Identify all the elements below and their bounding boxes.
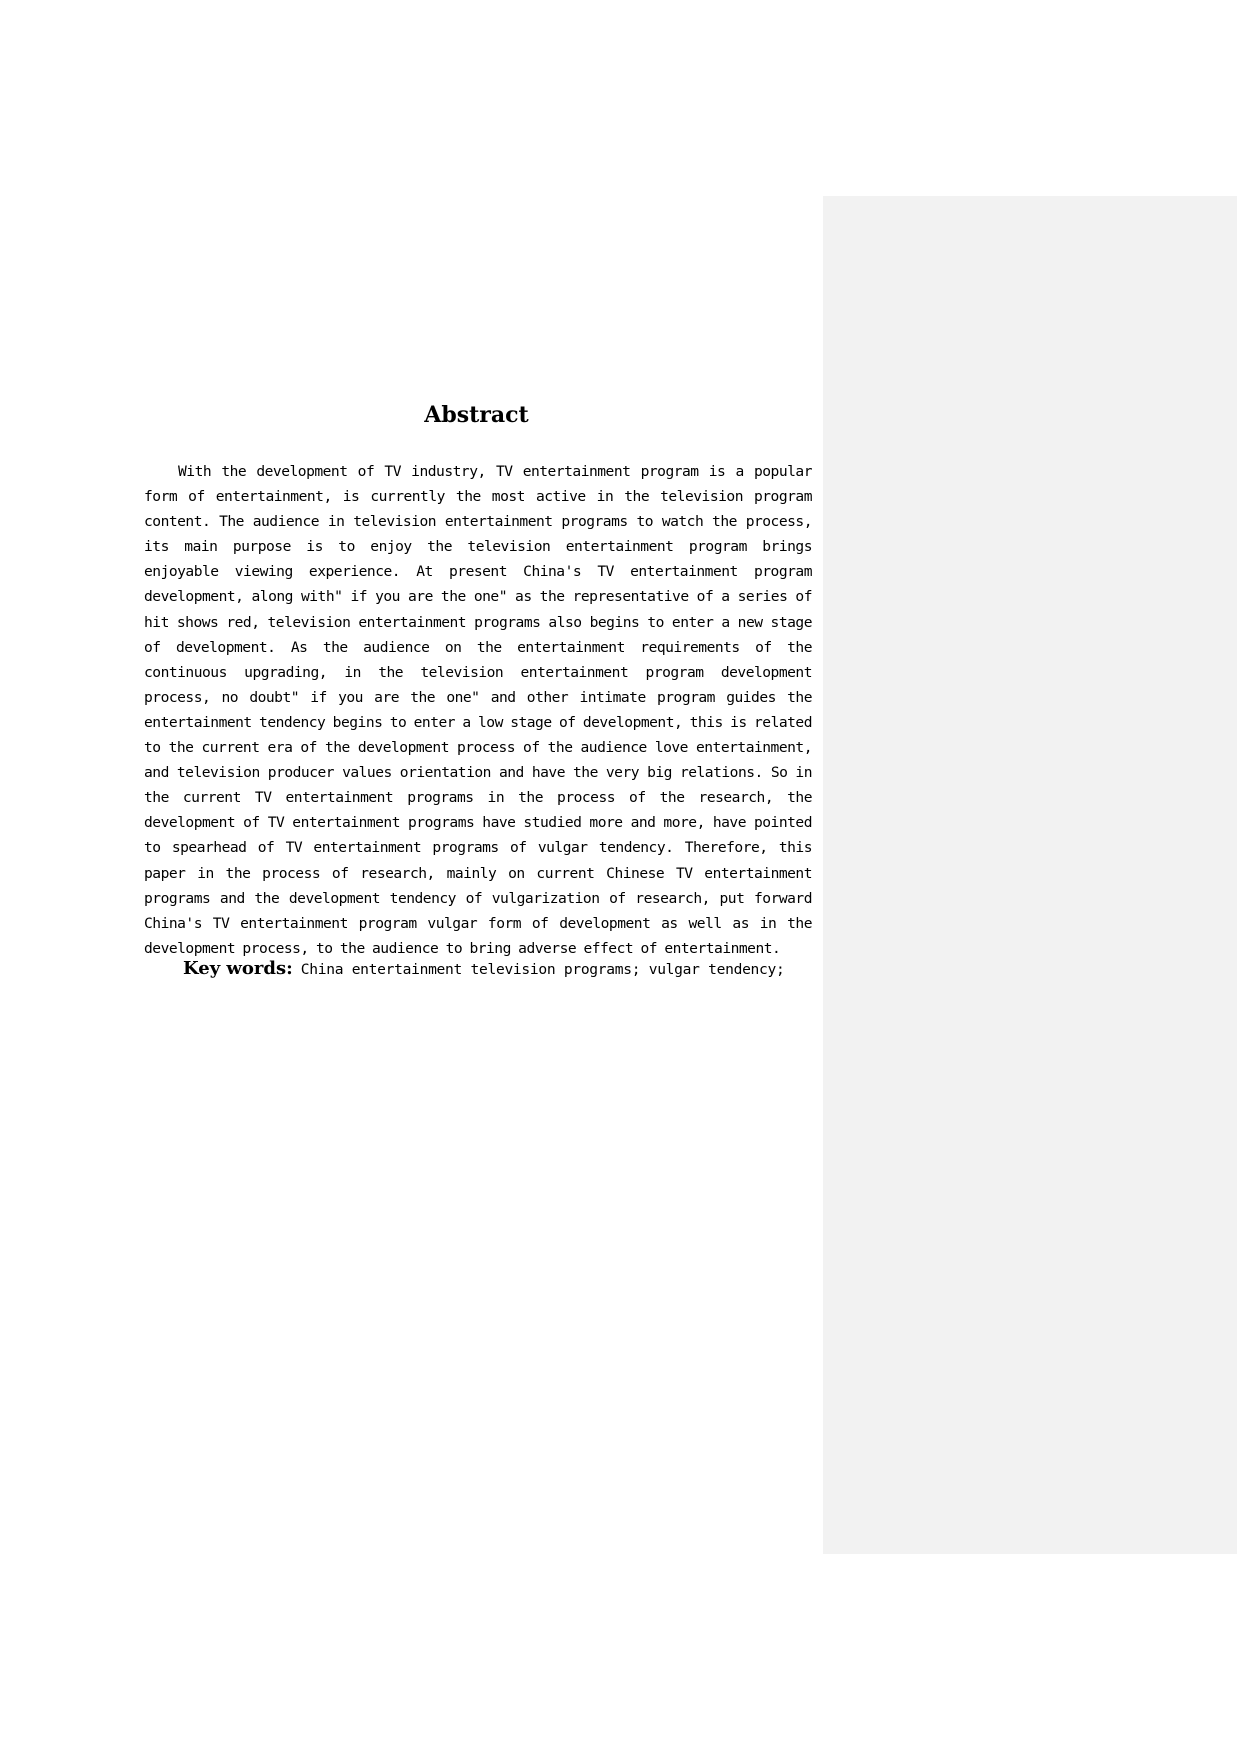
abstract-heading: Abstract	[424, 402, 529, 428]
abstract-body: With the development of TV industry, TV entertainment program is a popular form of entertainment, is currently the most active in the television program content. The audience in television entertainment programs to watch the process, its main purpose is to enjoy the television entertainment program brings enjoyable viewing experience. At present China's TV entertainment program development, along with" if you are the one" as the representative of a series of hit shows red, television entertainment programs also begins to enter a new stage of development. As the audience on the entertainment requirements of the continuous upgrading, in the television entertainment program development process, no doubt" if you are the one" and other intimate program guides the entertainment tendency begins to enter a low stage of development, this is related to the current era of the development process of the audience love entertainment, and television producer values orientation and have the very big relations. So in the current TV entertainment programs in the process of the research, the development of TV entertainment programs have studied more and more, have pointed to spearhead of TV entertainment programs of vulgar tendency. Therefore, this paper in the process of research, mainly on current Chinese TV entertainment programs and the development tendency of vulgarization of research, put forward China's TV entertainment program vulgar form of development as well as in the development process, to the audience to bring adverse effect of entertainment.	[144, 463, 812, 957]
keywords-value: China entertainment television programs; vulgar tendency;	[300, 961, 785, 978]
keywords-label: Key words:	[183, 958, 293, 979]
comment-pane	[823, 196, 1237, 1554]
keywords-line	[183, 958, 823, 979]
